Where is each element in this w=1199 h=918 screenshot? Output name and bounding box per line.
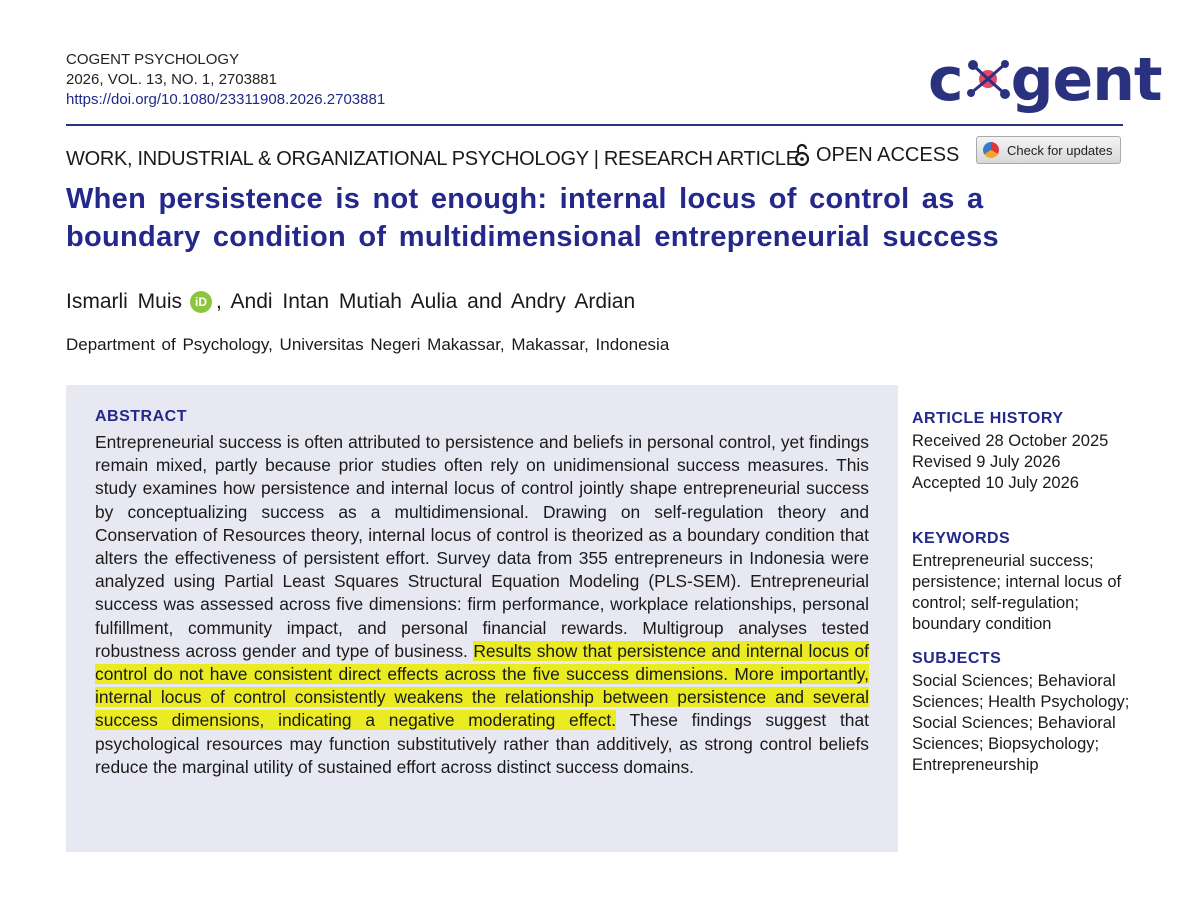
journal-name: COGENT PSYCHOLOGY — [66, 51, 240, 68]
keywords-section — [912, 528, 1142, 635]
open-access-label: OPEN ACCESS — [794, 142, 959, 168]
journal-info — [66, 50, 385, 110]
keywords-heading: KEYWORDS — [912, 530, 1011, 547]
open-lock-icon — [794, 143, 810, 167]
doi-link[interactable]: https://doi.org/10.1080/23311908.2026.2703881 — [66, 91, 386, 108]
received-date: Received 28 October 2025 — [912, 432, 1109, 450]
author-list — [66, 287, 635, 317]
article-history — [912, 408, 1142, 494]
article-category: WORK, INDUSTRIAL & ORGANIZATIONAL PSYCHOLOGY | RESEARCH ARTICLE — [66, 148, 799, 170]
check-for-updates-button[interactable]: Check for updates — [976, 136, 1121, 164]
accepted-date: Accepted 10 July 2026 — [912, 474, 1079, 492]
author-name[interactable]: Ismarli Muis — [66, 290, 183, 313]
author-names-rest: , Andi Intan Mutiah Aulia and Andry Ardian — [216, 290, 636, 313]
highlighted-text: Results show that persistence and internal locus of control do not have consistent direct effects across the five success dimensions. More importantly, internal locus of control consistently weakens the relationship between persistence and several success dimensions, indicating a negative moderating effect. — [95, 640, 869, 731]
header-rule — [66, 124, 1123, 126]
article-title: When persistence is not enough: internal locus of control as a boundary condition of multidimensional entrepreneurial success — [66, 183, 999, 253]
orcid-icon[interactable]: iD — [190, 291, 212, 313]
keywords-list: Entrepreneurial success; persistence; internal locus of control; self-regulation; boundary condition — [912, 552, 1122, 633]
affiliation: Department of Psychology, Universitas Negeri Makassar, Makassar, Indonesia — [66, 335, 670, 354]
journal-issue: 2026, VOL. 13, NO. 1, 2703881 — [66, 71, 277, 88]
crossmark-icon — [983, 142, 999, 158]
abstract-text: Entrepreneurial success is often attributed to persistence and beliefs in personal control, yet findings remain mixed, partly because prior studies often rely on unidimensional success measures. This study examines how persistence and internal locus of control jointly shape entrepreneurial success by conceptualizing success as a multidimensional. Drawing on self-regulation theory and Conservation of Resources theory, internal locus of control is theorized as a boundary condition that alters the effectiveness of persistent effort. Survey data from 355 entrepreneurs in Indonesia were analyzed using Partial Least Squares Structural Equation Modeling (PLS-SEM). Entrepreneurial success was assessed across five dimensions: firm performance, workplace relationships, personal fulfillment, community impact, and personal financial rewards. Multigroup analyses tested robustness across gender and type of business. Results show that persistence and internal locus of control do not have consistent direct effects across the five success dimensions. More importantly, internal locus of control consistently weakens the relationship between persistence and several success dimensions, indicating a negative moderating effect. These findings suggest that psychological resources may function substitutively rather than additively, as strong control beliefs reduce the marginal utility of sustained effort across distinct success domains. — [95, 432, 869, 777]
subjects-heading: SUBJECTS — [912, 650, 1002, 667]
subjects-section — [912, 648, 1142, 776]
subjects-list: Social Sciences; Behavioral Sciences; Health Psychology; Social Sciences; Behavioral Sciences; Biopsychology; Entrepreneurship — [912, 672, 1130, 774]
revised-date: Revised 9 July 2026 — [912, 453, 1061, 471]
logo-molecule-icon — [963, 60, 1011, 100]
abstract-heading: ABSTRACT — [95, 408, 187, 425]
history-heading: ARTICLE HISTORY — [912, 410, 1064, 427]
cogent-logo: c gent — [928, 45, 1162, 115]
